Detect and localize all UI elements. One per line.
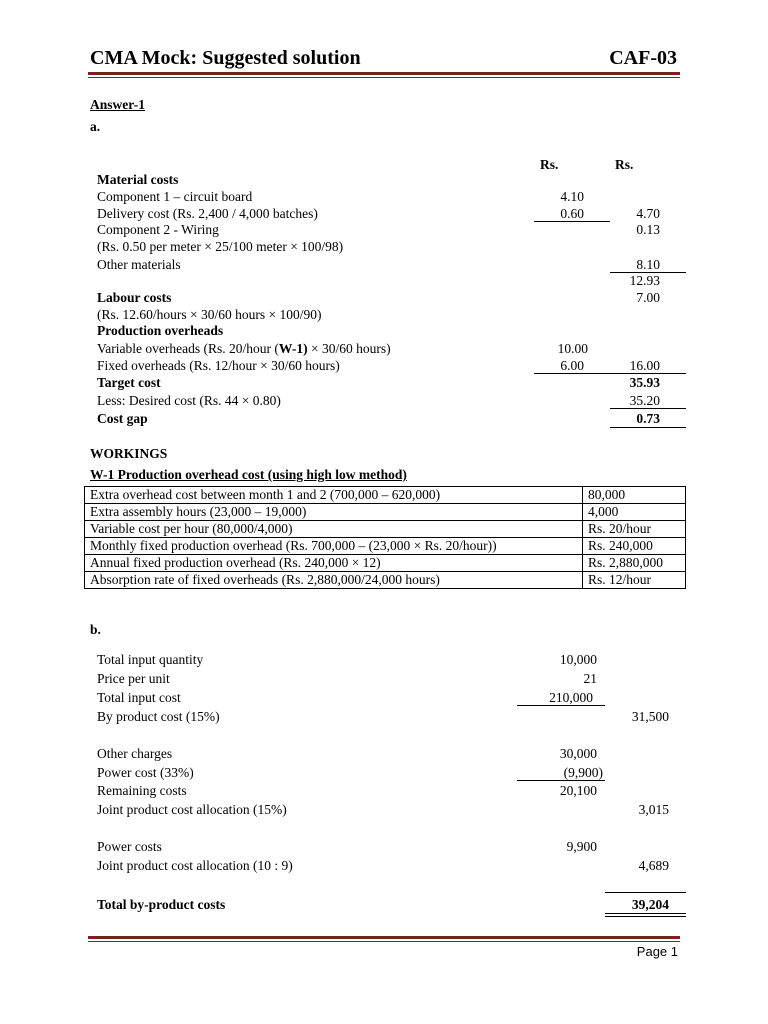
footer-rule-thin: [88, 941, 680, 942]
row-label: Delivery cost (Rs. 2,400 / 4,000 batches): [97, 206, 318, 221]
row-label: Joint product cost allocation (10 : 9): [97, 858, 293, 873]
part-a-label: a.: [90, 119, 101, 134]
row-value: 31,500: [631, 709, 669, 724]
row-value: 16.00: [629, 358, 660, 373]
row-label: Other charges: [97, 746, 173, 761]
row-label: Fixed overheads (Rs. 12/hour × 30/60 hours): [97, 358, 340, 373]
row-value: 12.93: [629, 273, 660, 288]
row-value: 7.00: [636, 290, 660, 305]
document-title: CMA Mock: Suggested solution: [90, 47, 361, 69]
row-label: Remaining costs: [97, 783, 187, 798]
workings-heading: WORKINGS: [90, 446, 168, 461]
subtotal-rule: [534, 373, 610, 374]
footer-rule: [88, 936, 680, 939]
subtotal-rule: [534, 221, 610, 222]
row-value: 3,015: [638, 802, 669, 817]
double-rule-top: [605, 913, 686, 914]
row-value: 0.13: [636, 222, 660, 237]
table-cell: Absorption rate of fixed overheads (Rs. 2,880,000/24,000 hours): [85, 572, 583, 589]
row-label: Component 2 - Wiring: [97, 222, 219, 237]
col-rs-1: Rs.: [540, 157, 559, 172]
table-cell: Variable cost per hour (80,000/4,000): [85, 521, 583, 538]
row-value: (9,900): [563, 765, 603, 780]
row-label: Total input cost: [97, 690, 181, 705]
row-label: Less: Desired cost (Rs. 44 × 0.80): [97, 393, 281, 408]
row-value: 9,900: [566, 839, 597, 854]
table-cell: 80,000: [583, 487, 686, 504]
row-value: 0.60: [560, 206, 584, 221]
row-label: Variable overheads (Rs. 20/hour (W-1) × 30/60 hours): [97, 341, 391, 356]
row-value: 10.00: [557, 341, 588, 356]
row-label: Cost gap: [97, 411, 148, 426]
table-cell: Extra assembly hours (23,000 – 19,000): [85, 504, 583, 521]
table-row: [85, 504, 686, 521]
row-value: 20,100: [559, 783, 597, 798]
row-value: 8.10: [636, 257, 660, 272]
subtotal-rule: [517, 780, 605, 781]
row-value: 30,000: [559, 746, 597, 761]
document-code: CAF-03: [609, 47, 677, 69]
table-cell: Rs. 2,880,000: [583, 555, 686, 572]
table-cell: Extra overhead cost between month 1 and 2 (700,000 – 620,000): [85, 487, 583, 504]
row-label: Price per unit: [97, 671, 170, 686]
row-label: Production overheads: [97, 323, 224, 338]
table-row: [85, 487, 686, 504]
col-rs-2: Rs.: [615, 157, 634, 172]
row-value: 0.73: [636, 411, 660, 426]
row-label: (Rs. 12.60/hours × 30/60 hours × 100/90): [97, 307, 322, 322]
row-label: Component 1 – circuit board: [97, 189, 253, 204]
subtotal-rule: [517, 705, 605, 706]
table-row: [85, 521, 686, 538]
answer-heading: Answer-1: [90, 97, 145, 112]
table-cell: Rs. 240,000: [583, 538, 686, 555]
row-value: 35.20: [629, 393, 660, 408]
table-cell: Annual fixed production overhead (Rs. 240,000 × 12): [85, 555, 583, 572]
header-rule: [88, 72, 680, 75]
row-label: Power costs: [97, 839, 162, 854]
row-label: By product cost (15%): [97, 709, 220, 724]
row-label: Target cost: [97, 375, 161, 390]
row-label: Total by-product costs: [97, 897, 226, 912]
w1-title: W-1 Production overhead cost (using high low method): [90, 467, 407, 482]
subtotal-rule: [610, 408, 686, 409]
row-label: Joint product cost allocation (15%): [97, 802, 287, 817]
row-value: 10,000: [559, 652, 597, 667]
header-rule-thin: [88, 77, 680, 78]
row-value: 21: [583, 671, 597, 686]
table-cell: Rs. 20/hour: [583, 521, 686, 538]
double-rule-bottom: [605, 916, 686, 917]
row-label: Power cost (33%): [97, 765, 194, 780]
row-value: 4.10: [560, 189, 584, 204]
row-value: 4,689: [638, 858, 669, 873]
w1-table: [84, 486, 686, 589]
row-label: Total input quantity: [97, 652, 204, 667]
row-value: 35.93: [629, 375, 660, 390]
row-value: 39,204: [631, 897, 669, 912]
row-value: 210,000: [549, 690, 593, 705]
table-cell: 4,000: [583, 504, 686, 521]
total-rule: [610, 427, 686, 428]
row-value: 6.00: [560, 358, 584, 373]
page-number: Page 1: [636, 944, 678, 959]
row-label: Other materials: [97, 257, 181, 272]
row-label: (Rs. 0.50 per meter × 25/100 meter × 100/98): [97, 239, 344, 254]
table-row: [85, 555, 686, 572]
table-row: [85, 538, 686, 555]
table-cell: Rs. 12/hour: [583, 572, 686, 589]
total-rule: [605, 892, 686, 893]
part-b-label: b.: [90, 622, 101, 637]
row-label: Labour costs: [97, 290, 172, 305]
table-cell: Monthly fixed production overhead (Rs. 700,000 – (23,000 × Rs. 20/hour)): [85, 538, 583, 555]
row-label: Material costs: [97, 172, 179, 187]
row-value: 4.70: [636, 206, 660, 221]
table-row: [85, 572, 686, 589]
